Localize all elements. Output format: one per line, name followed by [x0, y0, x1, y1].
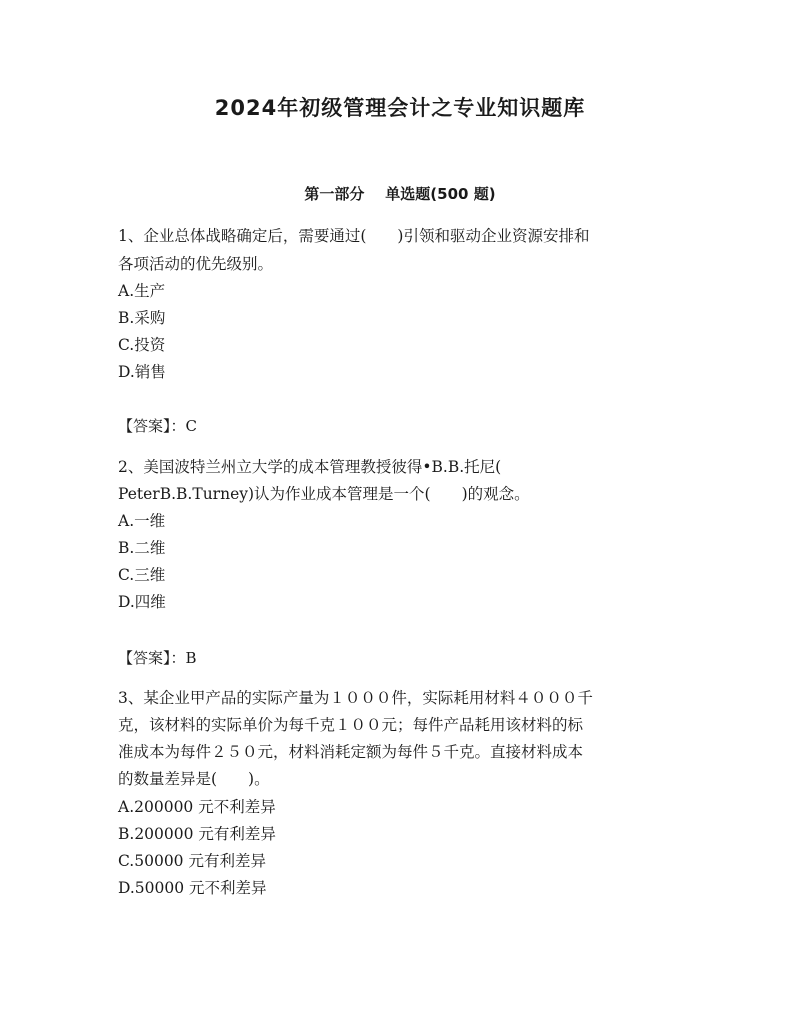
- document-title: 2024年初级管理会计之专业知识题库: [214, 96, 586, 120]
- question-3-stem-line-1: 3、某企业甲产品的实际产量为１０００件，实际耗用材料４０００千: [118, 689, 593, 707]
- question-2-option-a: A.一维: [118, 512, 166, 530]
- question-1-option-b: B.采购: [118, 309, 166, 327]
- question-3-option-b: B.200000 元有利差异: [118, 825, 276, 843]
- question-2-answer: 【答案】：B: [118, 649, 197, 667]
- question-3-stem-line-3: 准成本为每件２５０元，材料消耗定额为每件５千克。直接材料成本: [118, 743, 584, 761]
- question-3-option-d: D.50000 元不利差异: [118, 879, 267, 897]
- question-1-stem-line-1: 1、企业总体战略确定后，需要通过( )引领和驱动企业资源安排和: [118, 227, 590, 245]
- question-1-option-d: D.销售: [118, 363, 166, 381]
- question-3-stem-line-2: 克，该材料的实际单价为每千克１００元；每件产品耗用该材料的标: [118, 716, 584, 734]
- question-1-option-a: A.生产: [118, 282, 166, 300]
- question-2-option-b: B.二维: [118, 539, 166, 557]
- question-2-option-c: C.三维: [118, 566, 166, 584]
- question-2-option-d: D.四维: [118, 593, 166, 611]
- question-2-stem-line-1: 2、美国波特兰州立大学的成本管理教授彼得•B.B.托尼(: [118, 458, 502, 476]
- question-3-option-c: C.50000 元有利差异: [118, 852, 266, 870]
- question-3-stem-line-4: 的数量差异是( )。: [118, 770, 270, 788]
- question-1-stem-line-2: 各项活动的优先级别。: [118, 255, 274, 273]
- question-3-option-a: A.200000 元不利差异: [118, 798, 276, 816]
- question-2-stem-line-2: PeterB.B.Turney)认为作业成本管理是一个( )的观念。: [118, 485, 530, 503]
- question-1-answer: 【答案】：C: [118, 417, 197, 435]
- section-heading: 第一部分 单选题(500 题): [304, 185, 496, 203]
- question-1-option-c: C.投资: [118, 336, 166, 354]
